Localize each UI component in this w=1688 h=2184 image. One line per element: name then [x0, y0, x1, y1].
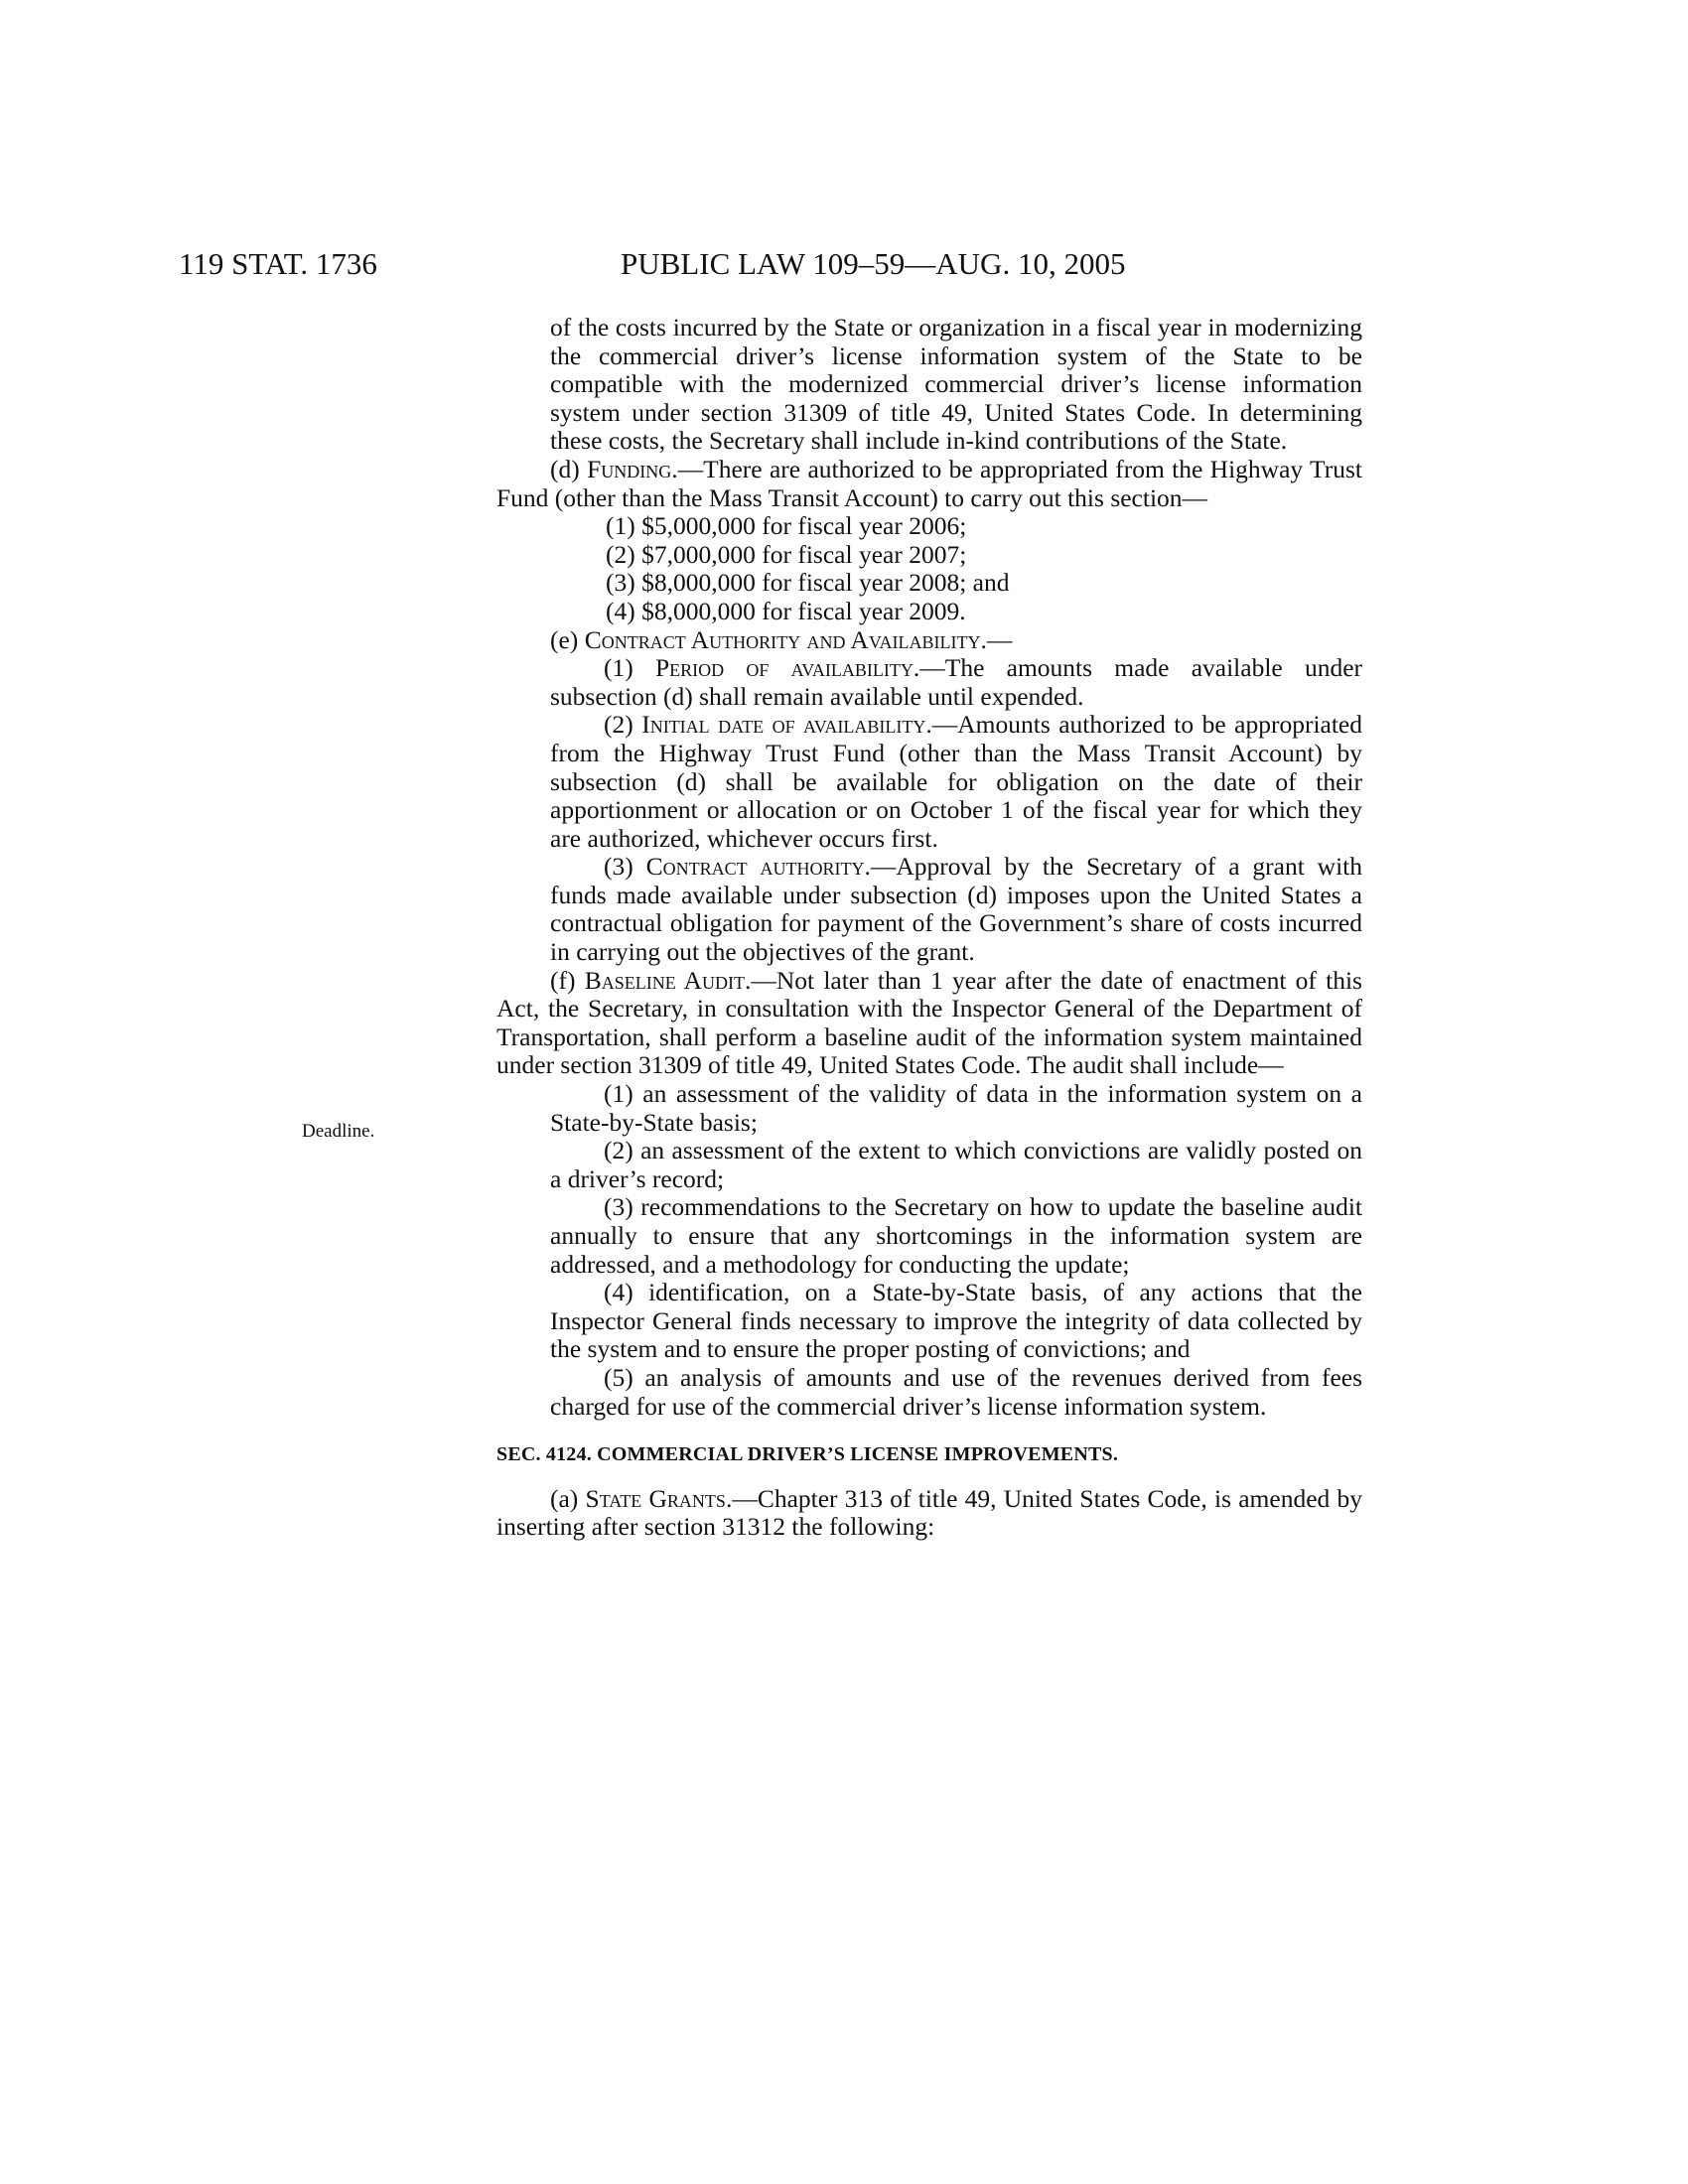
subsection-f-heading: Baseline Audit.	[584, 965, 752, 995]
subsection-e-heading: Contract Authority and Availability.	[584, 624, 987, 654]
subsection-e-prefix: (e)	[550, 624, 585, 654]
subsection-d-text: —There are authorized to be appropriated from the Highway Trust Fund (other than the Mass Transit Account) to carry out this section—	[496, 454, 1362, 512]
subsection-d-prefix: (d)	[550, 454, 588, 483]
subsection-e-paragraph	[496, 853, 1362, 966]
page-body	[496, 314, 1362, 1542]
subsection-e-suffix: —	[986, 624, 1013, 654]
subsection-e	[496, 626, 1362, 655]
audit-item: (1) an assessment of the validity of data in the information system on a State-by-State basis;	[550, 1079, 1362, 1137]
para-heading: Contract authority.	[645, 852, 871, 882]
subsection-d-heading: Funding.	[587, 454, 678, 483]
audit-item: (4) identification, on a State-by-State basis, of any actions that the Inspector General finds necessary to improve the integrity of data collected by the system and to ensure the proper posting of convictions; and	[550, 1278, 1362, 1364]
para-text: —The amounts made available under subsection (d) shall remain available until expended.	[550, 653, 1363, 711]
section-a-prefix: (a)	[550, 1483, 586, 1513]
margin-note-deadline: Deadline.	[302, 1121, 375, 1142]
section-heading: SEC. 4124. COMMERCIAL DRIVER’S LICENSE IMPROVEMENTS.	[496, 1443, 1119, 1466]
subsection-d	[496, 456, 1362, 512]
audit-item: (5) an analysis of amounts and use of the revenues derived from fees charged for use of the commercial driver’s license information system.	[550, 1362, 1362, 1421]
subsection-f-prefix: (f)	[550, 965, 585, 995]
funding-item: (2) $7,000,000 for fiscal year 2007;	[606, 539, 967, 569]
page-header	[0, 246, 1688, 286]
subsection-f-text: —Not later than 1 year after the date of enactment of this Act, the Secretary, in consultation with the Inspector General of the Department of Transportation, shall perform a baseline audit of the information system maintained under section 31309 of title 49, United States Code. The audit shall include—	[496, 965, 1362, 1080]
section-a-heading: State Grants.	[585, 1483, 733, 1513]
funding-item: (1) $5,000,000 for fiscal year 2006;	[606, 511, 967, 541]
para-text: —Approval by the Secretary of a grant with funds made available under subsection (d) imposes upon the United States a contractual obligation for payment of the Government’s share of costs incurred in carrying out the objectives of the grant.	[550, 852, 1362, 967]
subsection-f	[496, 967, 1362, 1080]
para-heading: Initial date of availability.	[641, 710, 932, 740]
para-prefix: (2)	[604, 710, 642, 740]
para-text: —Amounts authorized to be appropriated from the Highway Trust Fund (other than the Mass Transit Account) by subsection (d) shall be available for obligation on the date of their apportionment or allocation or on October 1 of the fiscal year for which they are authorized, whichever occurs first.	[550, 710, 1362, 853]
para-prefix: (3)	[604, 852, 646, 882]
para-prefix: (1)	[604, 653, 655, 683]
funding-item: (3) $8,000,000 for fiscal year 2008; and	[606, 568, 1010, 598]
subsection-e-paragraph	[496, 654, 1362, 711]
para-heading: Period of availability.	[654, 653, 920, 683]
subsection-e-paragraph	[496, 711, 1362, 853]
stat-citation: 119 STAT. 1736	[179, 246, 377, 281]
section-paragraph-a	[496, 1485, 1362, 1542]
section-a-text: —Chapter 313 of title 49, United States Code, is amended by inserting after section 31312 the following:	[496, 1483, 1363, 1542]
continuation-paragraph: of the costs incurred by the State or organization in a fiscal year in modernizing the commercial driver’s license information system of the State to be compatible with the modernized commercial driver’s license information system under section 31309 of title 49, United States Code. In determining these costs, the Secretary shall include in-kind contributions of the State.	[550, 313, 1362, 456]
audit-item: (3) recommendations to the Secretary on how to update the baseline audit annually to ensure that any shortcomings in the information system are addressed, and a methodology for conducting the update;	[550, 1192, 1362, 1279]
audit-item: (2) an assessment of the extent to which convictions are validly posted on a driver’s record;	[550, 1136, 1362, 1193]
running-title: PUBLIC LAW 109–59—AUG. 10, 2005	[621, 246, 1126, 281]
funding-item: (4) $8,000,000 for fiscal year 2009.	[606, 596, 966, 625]
